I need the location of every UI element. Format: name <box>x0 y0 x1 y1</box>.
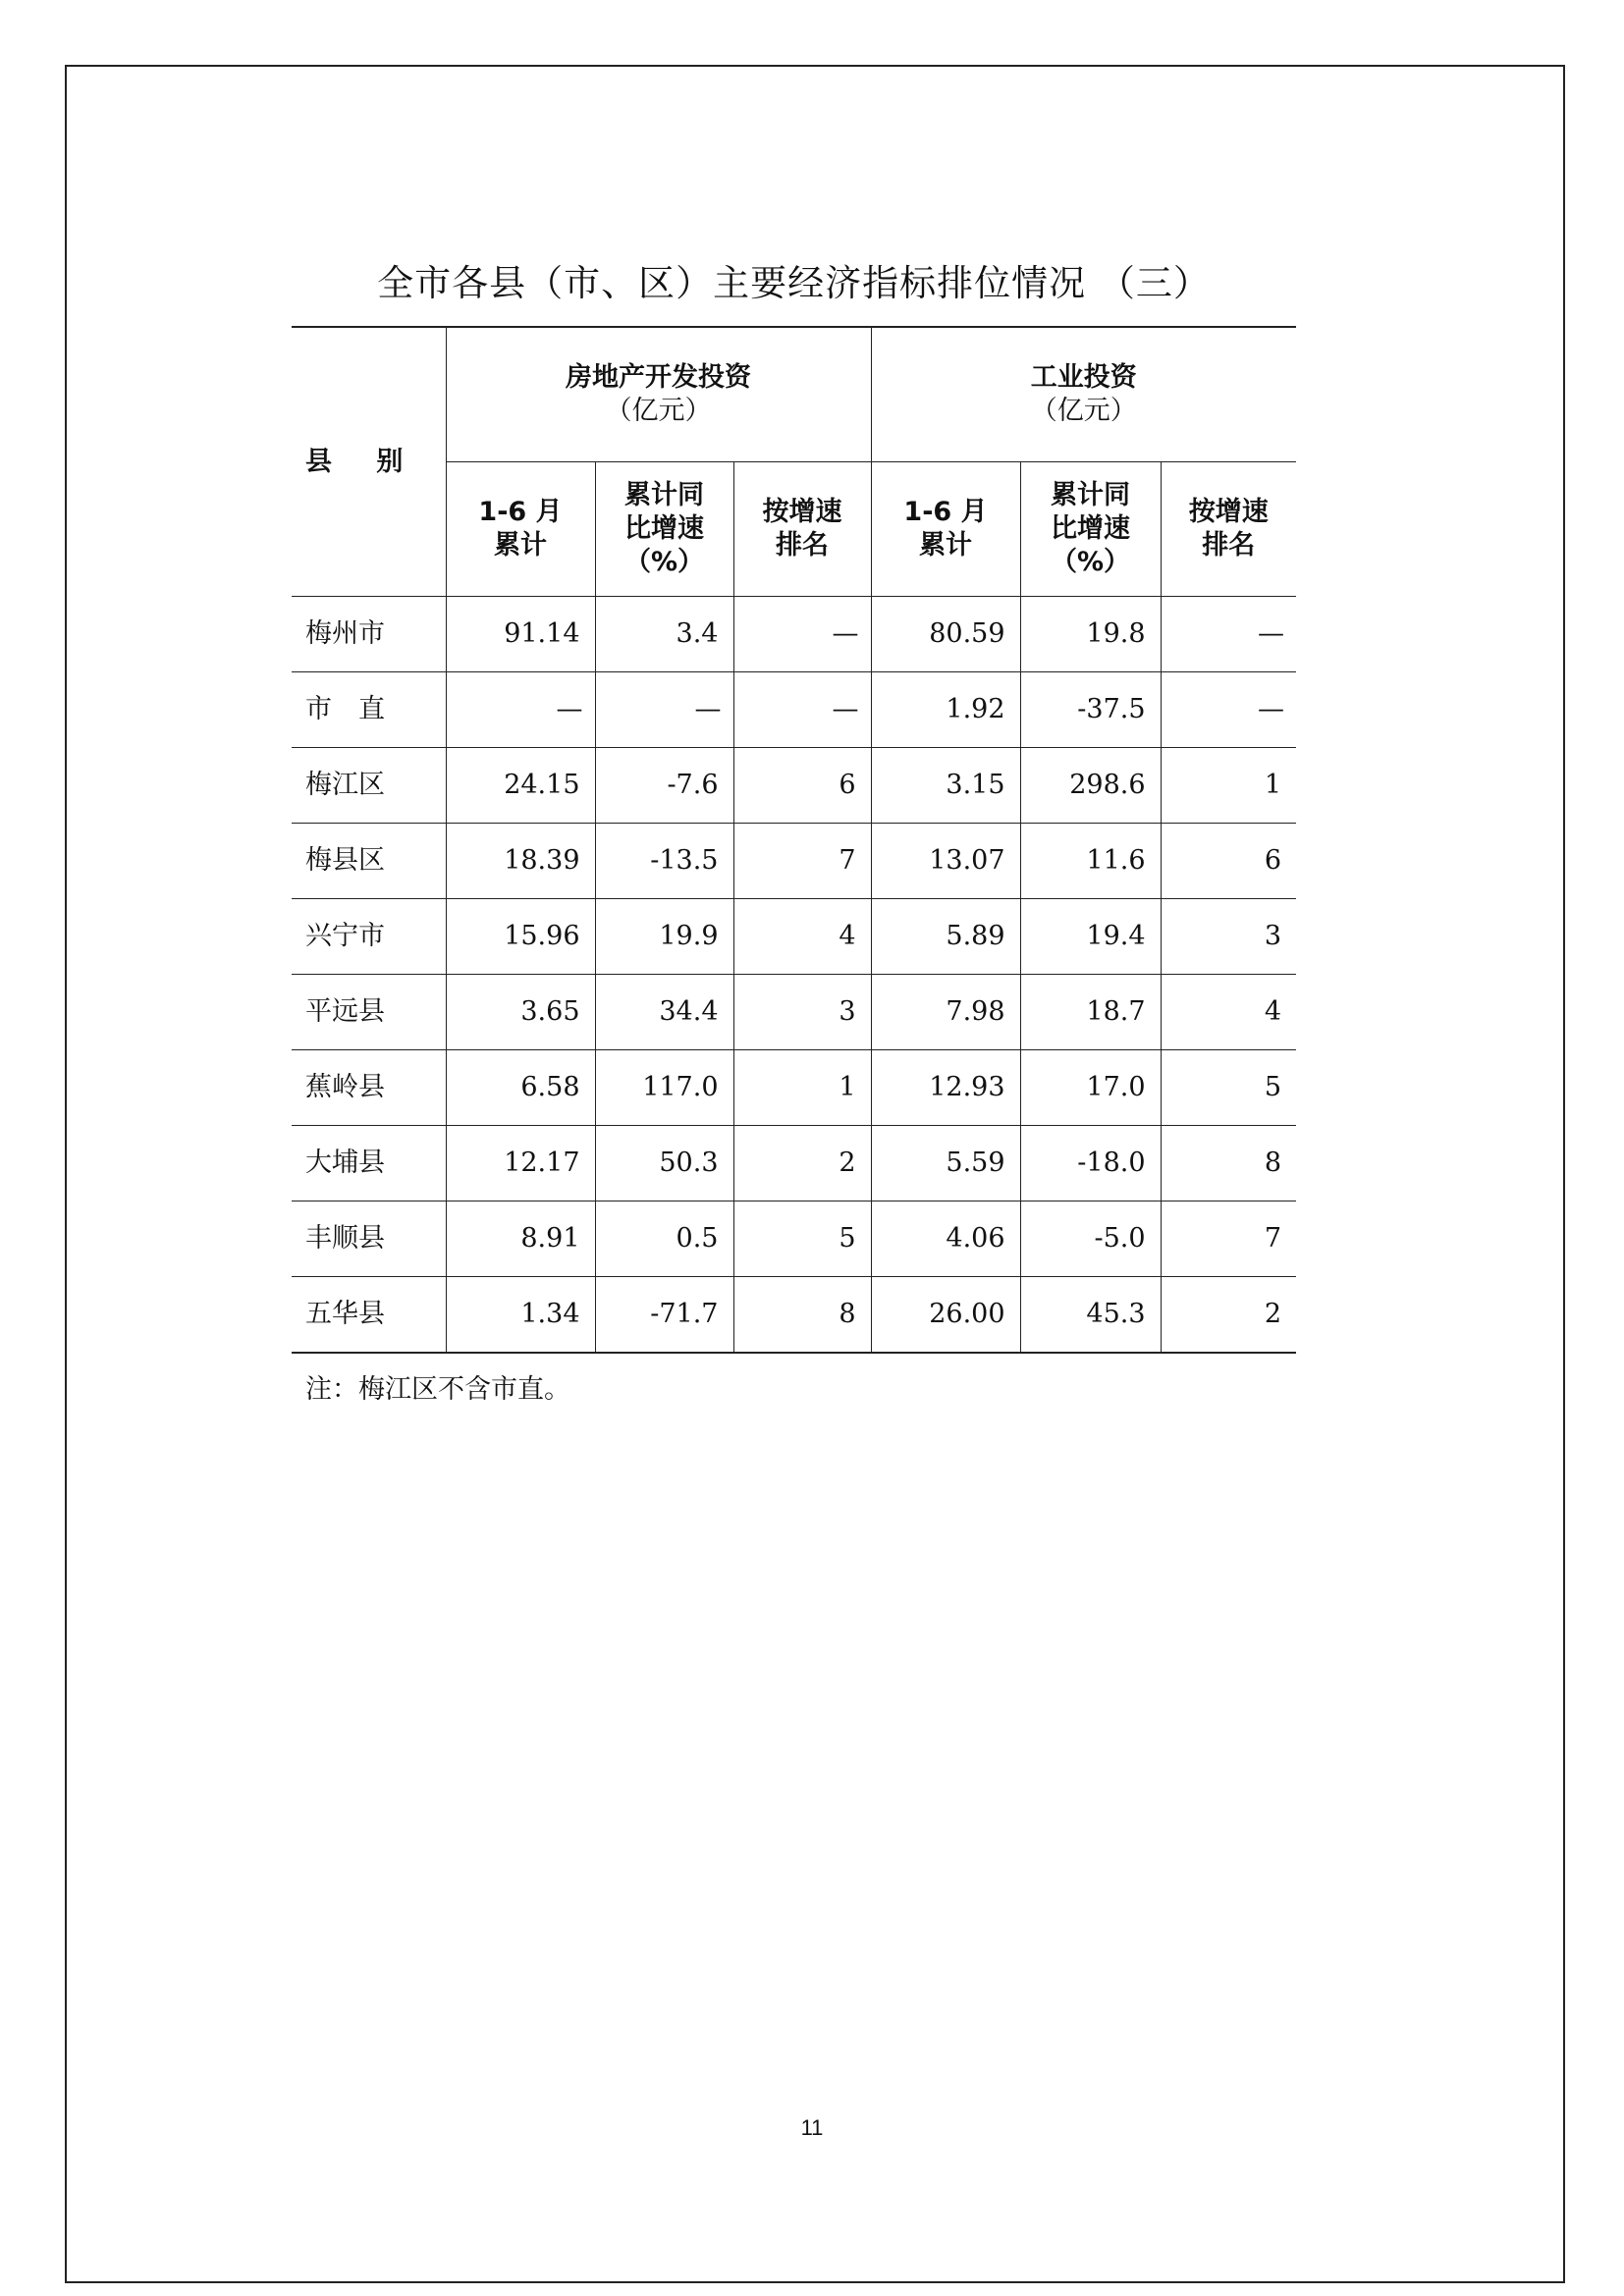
ind-rank-value: 2 <box>1161 1277 1296 1354</box>
ind-rank-value: 6 <box>1161 824 1296 899</box>
ind-cumulative-value: 12.93 <box>871 1050 1020 1126</box>
re-rank-value: 4 <box>733 899 871 975</box>
ind-rank-value: 4 <box>1161 975 1296 1050</box>
re-rank-value: 6 <box>733 748 871 824</box>
re-growth-value: 117.0 <box>595 1050 733 1126</box>
re-growth-value: -13.5 <box>595 824 733 899</box>
ind-growth-value: 45.3 <box>1020 1277 1161 1354</box>
re-cumulative-value: 3.65 <box>446 975 595 1050</box>
real-estate-investment-unit: （亿元） <box>605 396 712 426</box>
ind-growth-value: 17.0 <box>1020 1050 1161 1126</box>
re-rank-value: 1 <box>733 1050 871 1126</box>
county-name: 丰顺县 <box>292 1201 446 1277</box>
county-name: 平远县 <box>292 975 446 1050</box>
page-number: 11 <box>800 2115 824 2140</box>
industrial-investment-unit: （亿元） <box>1030 396 1137 426</box>
ind-rank-value: — <box>1161 597 1296 672</box>
page-title: 全市各县（市、区）主要经济指标排位情况 （三） <box>377 262 1211 304</box>
re-growth-value: 0.5 <box>595 1201 733 1277</box>
county-name: 市 直 <box>292 672 446 748</box>
industrial-investment-header <box>871 327 1296 462</box>
ind-cumulative-value: 7.98 <box>871 975 1020 1050</box>
re-growth-header: 累计同 比增速 （%） <box>595 462 733 597</box>
header-row-groups <box>292 327 1296 462</box>
table-row <box>292 672 1296 748</box>
re-cumulative-value: 18.39 <box>446 824 595 899</box>
ind-cumulative-value: 5.59 <box>871 1126 1020 1201</box>
ind-cumulative-header: 1-6 月 累计 <box>871 462 1020 597</box>
re-cumulative-value: 8.91 <box>446 1201 595 1277</box>
re-growth-value: -71.7 <box>595 1277 733 1354</box>
industrial-investment-title: 工业投资 <box>1030 362 1137 394</box>
table-row <box>292 748 1296 824</box>
ind-growth-value: -5.0 <box>1020 1201 1161 1277</box>
re-cumulative-value: 15.96 <box>446 899 595 975</box>
re-growth-value: -7.6 <box>595 748 733 824</box>
county-name: 梅州市 <box>292 597 446 672</box>
re-cumulative-value: 6.58 <box>446 1050 595 1126</box>
table-row <box>292 1050 1296 1126</box>
re-cumulative-value: 1.34 <box>446 1277 595 1354</box>
ind-growth-value: 298.6 <box>1020 748 1161 824</box>
re-rank-value: — <box>733 597 871 672</box>
re-cumulative-value: 91.14 <box>446 597 595 672</box>
ind-cumulative-value: 13.07 <box>871 824 1020 899</box>
table-row <box>292 899 1296 975</box>
ind-cumulative-value: 26.00 <box>871 1277 1020 1354</box>
re-cumulative-header: 1-6 月 累计 <box>446 462 595 597</box>
re-growth-value: 19.9 <box>595 899 733 975</box>
re-growth-value: 34.4 <box>595 975 733 1050</box>
county-name: 梅江区 <box>292 748 446 824</box>
re-rank-header: 按增速 排名 <box>733 462 871 597</box>
ind-rank-value: 3 <box>1161 899 1296 975</box>
re-growth-value: 50.3 <box>595 1126 733 1201</box>
re-cumulative-value: 12.17 <box>446 1126 595 1201</box>
ind-rank-value: 5 <box>1161 1050 1296 1126</box>
county-name: 兴宁市 <box>292 899 446 975</box>
ind-growth-value: -37.5 <box>1020 672 1161 748</box>
ind-growth-value: -18.0 <box>1020 1126 1161 1201</box>
re-rank-value: 3 <box>733 975 871 1050</box>
ind-cumulative-value: 1.92 <box>871 672 1020 748</box>
ind-growth-value: 11.6 <box>1020 824 1161 899</box>
ind-growth-value: 19.8 <box>1020 597 1161 672</box>
ind-rank-value: 7 <box>1161 1201 1296 1277</box>
county-name: 大埔县 <box>292 1126 446 1201</box>
real-estate-investment-header <box>446 327 871 462</box>
table-row <box>292 1126 1296 1201</box>
ind-cumulative-value: 3.15 <box>871 748 1020 824</box>
table-row <box>292 597 1296 672</box>
re-growth-value: 3.4 <box>595 597 733 672</box>
real-estate-investment-title: 房地产开发投资 <box>566 362 751 394</box>
re-rank-value: — <box>733 672 871 748</box>
table-row <box>292 824 1296 899</box>
ind-rank-value: 1 <box>1161 748 1296 824</box>
re-rank-value: 5 <box>733 1201 871 1277</box>
table-row <box>292 1277 1296 1354</box>
ind-rank-value: 8 <box>1161 1126 1296 1201</box>
county-name: 五华县 <box>292 1277 446 1354</box>
ind-growth-value: 18.7 <box>1020 975 1161 1050</box>
ind-growth-value: 19.4 <box>1020 899 1161 975</box>
ind-cumulative-value: 5.89 <box>871 899 1020 975</box>
ind-cumulative-value: 80.59 <box>871 597 1020 672</box>
table-row <box>292 975 1296 1050</box>
county-header: 县 别 <box>292 327 446 597</box>
re-rank-value: 8 <box>733 1277 871 1354</box>
re-cumulative-value: 24.15 <box>446 748 595 824</box>
table-footnote: 注：梅江区不含市直。 <box>305 1374 570 1405</box>
re-growth-value: — <box>595 672 733 748</box>
county-name: 梅县区 <box>292 824 446 899</box>
ind-rank-header: 按增速 排名 <box>1161 462 1296 597</box>
ind-cumulative-value: 4.06 <box>871 1201 1020 1277</box>
re-cumulative-value: — <box>446 672 595 748</box>
ind-rank-value: — <box>1161 672 1296 748</box>
re-rank-value: 7 <box>733 824 871 899</box>
re-rank-value: 2 <box>733 1126 871 1201</box>
ind-growth-header: 累计同 比增速 （%） <box>1020 462 1161 597</box>
county-name: 蕉岭县 <box>292 1050 446 1126</box>
table-row <box>292 1201 1296 1277</box>
indicator-ranking-table <box>292 326 1296 1354</box>
